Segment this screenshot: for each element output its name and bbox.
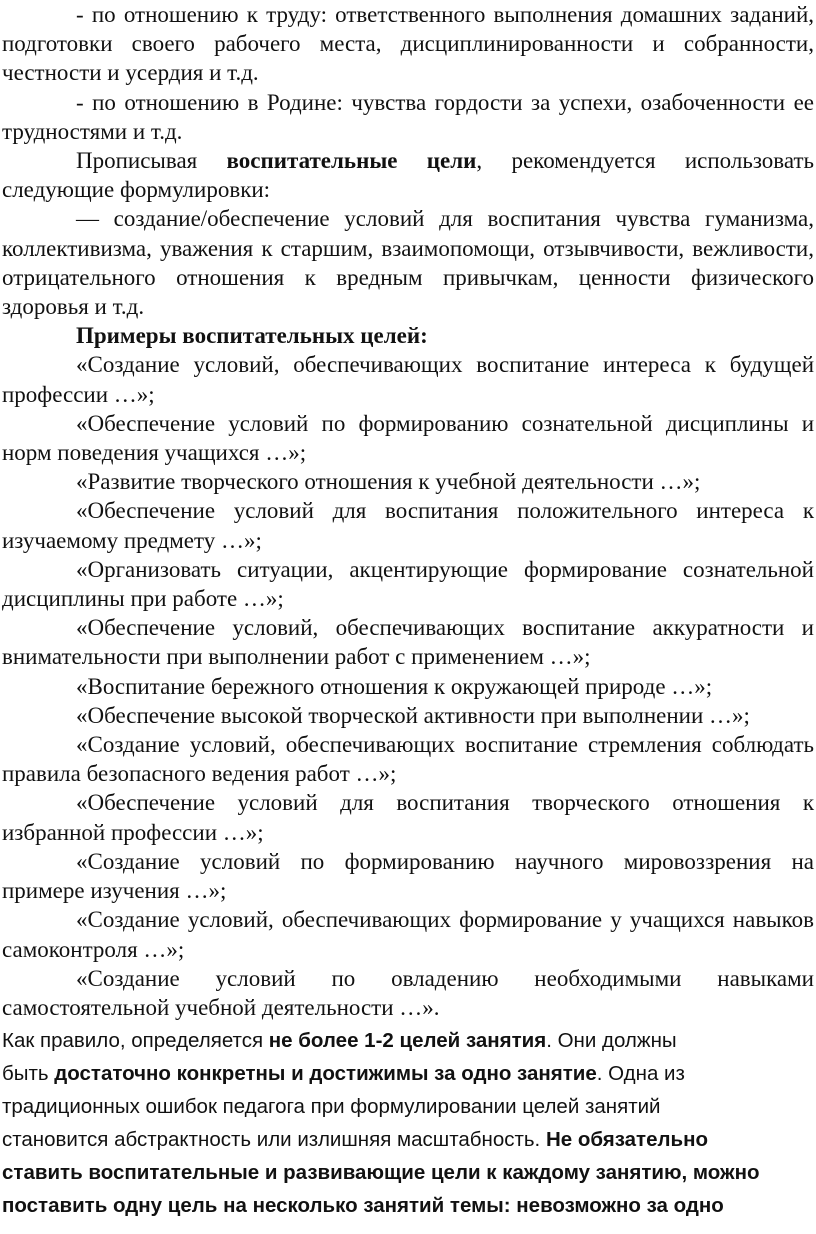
note-line: становится абстрактность или излишняя масштабность. Не обязательно — [2, 1128, 709, 1152]
examples-heading: Примеры воспитательных целей: — [76, 323, 428, 349]
example-item: «Создание условий по овладению необходимыми навыками самостоятельной учебной деятельности …». — [2, 965, 814, 1020]
paragraph-goals-intro — [2, 146, 814, 204]
bottom-notes — [0, 1022, 802, 1222]
example-item: «Воспитание бережного отношения к окружающей природе …»; — [76, 673, 713, 699]
paragraph-homeland: - по отношению в Родине: чувства гордости за успехи, озабоченности ее трудностями и т.д. — [2, 89, 814, 144]
intro-text: Прописывая — [76, 148, 227, 174]
example-item: «Обеспечение условий по формированию сознательной дисциплины и норм поведения учащихся …»; — [2, 410, 814, 466]
example-item: «Создание условий по формированию научного мировоззрения на примере изучения …»; — [2, 848, 814, 904]
example-item: «Обеспечение условий, обеспечивающих воспитание аккуратности и внимательности при выполнении работ с применением …»; — [2, 615, 814, 670]
example-item: «Создание условий, обеспечивающих формирование у учащихся навыков самоконтроля …»; — [2, 907, 814, 962]
note-line: традиционных ошибок педагога при формулировании целей занятий — [2, 1095, 661, 1119]
intro-text-end: , рекомендуется использовать следующие формулировки: — [2, 148, 814, 203]
example-item: «Обеспечение высокой творческой активности при выполнении …»; — [76, 702, 750, 728]
paragraph-formulation: — создание/обеспечение условий для воспитания чувства гуманизма, коллективизма, уважения к старшим, взаимопомощи, отзывчивости, вежливости, отрицательного отношения к вредным привычкам, ценности физического здоровья и т.д. — [2, 206, 814, 320]
example-item: «Организовать ситуации, акцентирующие формирование сознательной дисциплины при работе …»; — [2, 556, 814, 612]
paragraph-labor: - по отношению к труду: ответственного выполнения домашних заданий, подготовки своего рабочего места, дисциплинированности и собранности, честности и усердия и т.д. — [2, 2, 814, 86]
note-line: ставить воспитательные и развивающие цели к каждому занятию, можно — [2, 1161, 760, 1185]
example-item: «Развитие творческого отношения к учебной деятельности …»; — [76, 469, 701, 495]
intro-bold: воспитательные цели — [226, 148, 477, 174]
example-item: «Создание условий, обеспечивающих воспитание интереса к будущей профессии …»; — [2, 352, 814, 407]
example-item: «Обеспечение условий для воспитания положительного интереса к изучаемому предмету …»; — [2, 498, 814, 553]
note-line: поставить одну цель на несколько занятий темы: невозможно за одно — [2, 1194, 724, 1218]
example-item: «Создание условий, обеспечивающих воспитание стремления соблюдать правила безопасного ведения работ …»; — [2, 732, 814, 787]
note-line: быть достаточно конкретны и достижимы за одно занятие. Одна из — [2, 1062, 685, 1086]
note-line: Как правило, определяется не более 1-2 целей занятия. Они должны — [2, 1029, 677, 1053]
example-item: «Обеспечение условий для воспитания творческого отношения к избранной профессии …»; — [2, 790, 814, 845]
